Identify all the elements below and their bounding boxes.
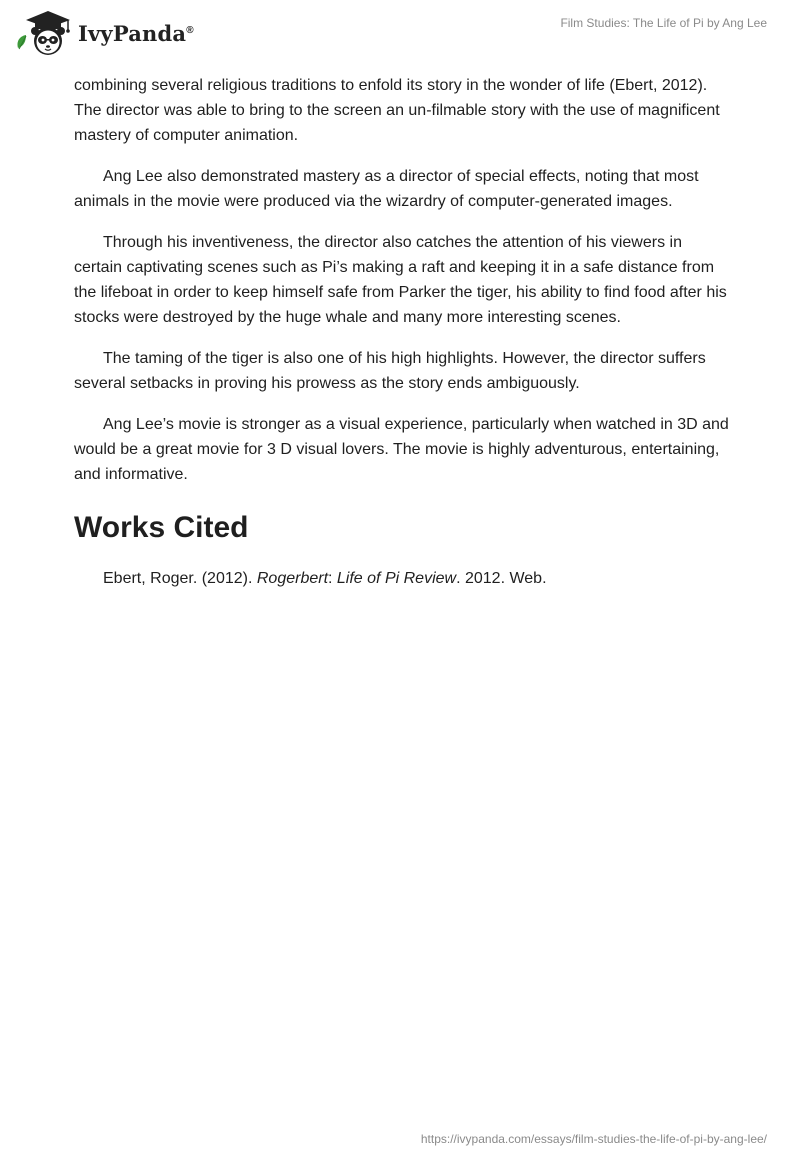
paragraph: Ang Lee also demonstrated mastery as a director of special effects, noting that most animals in the movie were produced via the wizardry of computer-generated images. [74,168,699,210]
citation-site: Rogerbert [256,570,329,587]
page-header [0,0,800,70]
citation-tail: . 2012. Web. [456,570,547,587]
works-cited-heading: Works Cited [74,511,249,544]
paragraph: Through his inventiveness, the director also catches the attention of his viewers in certain captivating scenes such as Pi’s making a raft and keeping it in a safe distance from the lifeboat in order to keep himself safe from Parker the tiger, his ability to find food after his stocks were destroyed by the huge whale and many more interesting scenes. [74,234,727,326]
ivypanda-logo[interactable] [14,8,194,58]
paragraph: combining several religious traditions to enfold its story in the wonder of life (Ebert, 2012). The director was able to bring to the screen an un-filmable story with the use of magnificent mastery of computer animation. [74,77,720,144]
citation-title: Life of Pi Review [336,570,457,587]
citation-entry [74,566,730,591]
essay-body [74,73,730,591]
paragraph: The taming of the tiger is also one of his high highlights. However, the director suffers several setbacks in proving his prowess as the story ends ambiguously. [74,350,706,392]
source-url-link[interactable]: https://ivypanda.com/essays/film-studies-the-life-of-pi-by-ang-lee/ [420,1132,767,1146]
document-title: Film Studies: The Life of Pi by Ang Lee [560,16,767,30]
paragraph: Ang Lee’s movie is stronger as a visual experience, particularly when watched in 3D and would be a great movie for 3 D visual lovers. The movie is highly adventurous, entertaining, and informative. [74,416,729,483]
citation-author: Ebert, Roger. (2012). [103,570,257,587]
logo-wordmark: IvyPanda® [78,20,194,46]
panda-graduate-icon [14,8,76,58]
citation-separator: : [328,570,337,587]
